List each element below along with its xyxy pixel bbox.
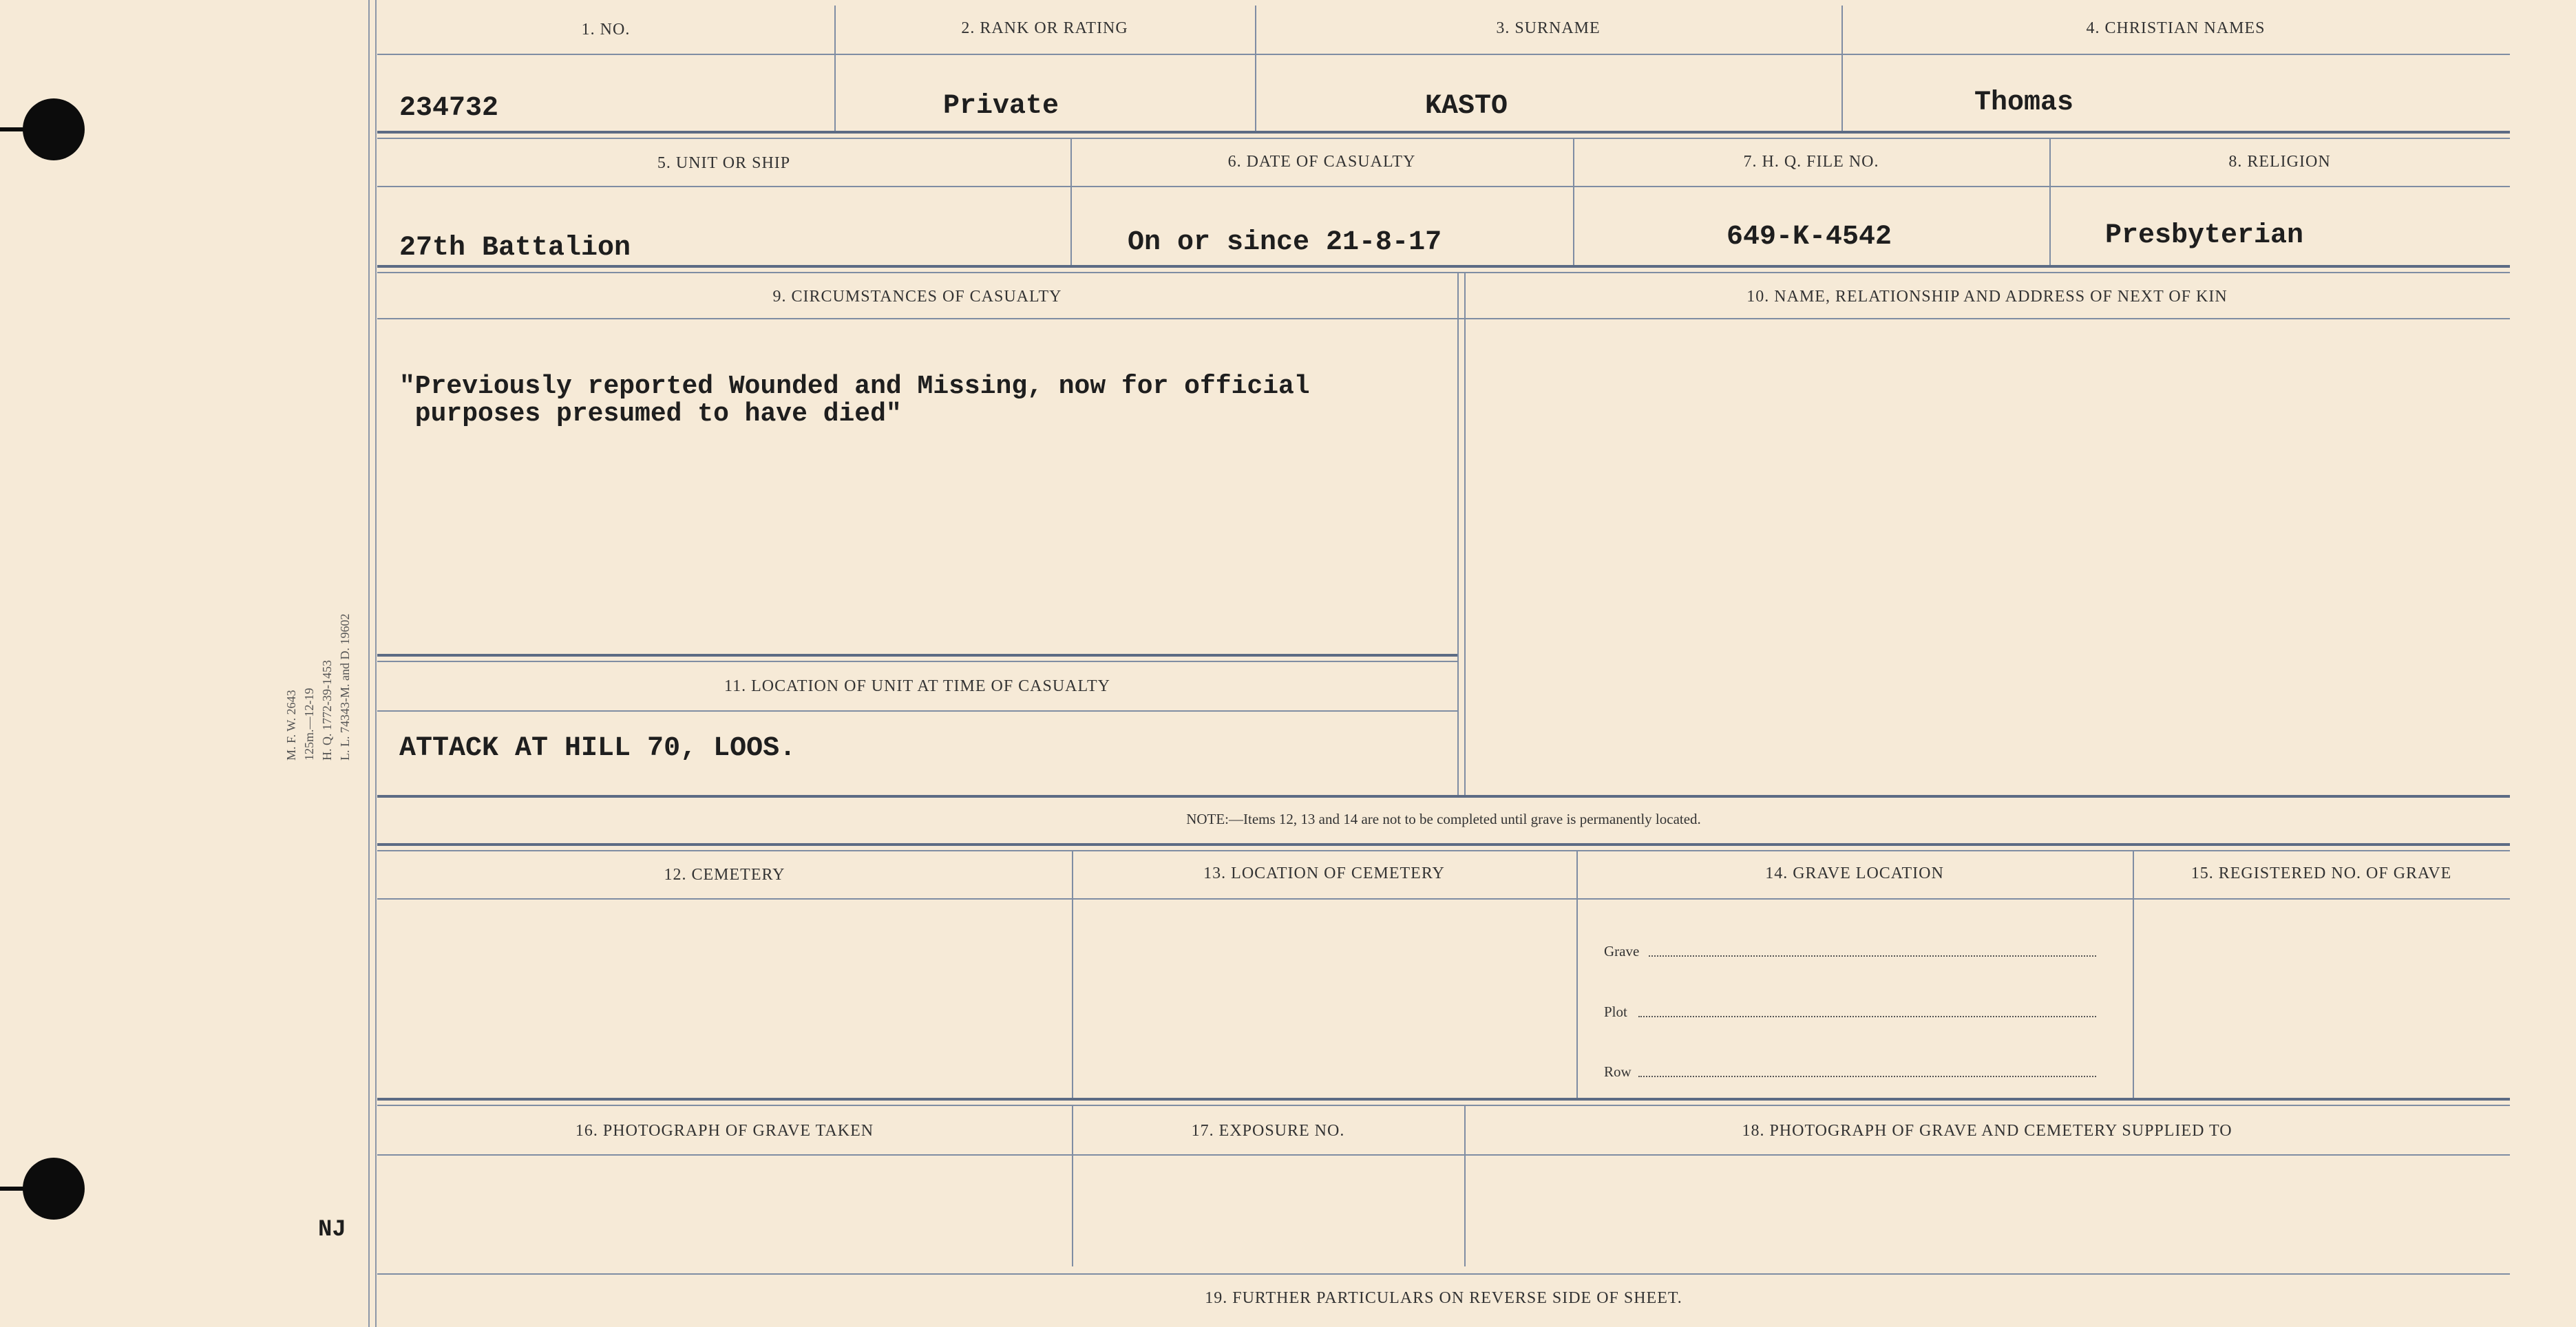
religion-value: Presbyterian: [2105, 220, 2304, 251]
header-cemetery: 12. CEMETERY: [664, 866, 785, 884]
unit-value: 27th Battalion: [399, 233, 631, 264]
margin-line: M. F. W. 2643: [284, 690, 298, 761]
location-of-unit-value: ATTACK AT HILL 70, LOOS.: [399, 733, 796, 764]
row5-header-rule: [377, 1154, 2510, 1156]
christian-names-value: Thomas: [1974, 87, 2074, 118]
margin-line: H. Q. 1772-39-1453: [320, 660, 334, 761]
row3-header-rule: [377, 318, 2510, 319]
hq-file-no-value: 649-K-4542: [1727, 222, 1892, 253]
surname-value: KASTO: [1425, 91, 1508, 122]
header-photograph-taken: 16. PHOTOGRAPH OF GRAVE TAKEN: [575, 1122, 874, 1140]
row1-header-rule: [377, 54, 2510, 55]
header-grave-location: 14. GRAVE LOCATION: [1765, 864, 1944, 882]
row2-bottom-rule-b: [377, 272, 2510, 273]
left-margin-rule: [368, 0, 370, 1327]
header-location-of-cemetery: 13. LOCATION OF CEMETERY: [1203, 864, 1445, 882]
note-bottom-rule-b: [377, 850, 2510, 851]
header-date-of-casualty: 6. DATE OF CASUALTY: [1227, 153, 1416, 171]
row5-top-rule: [377, 1098, 2510, 1101]
header-religion: 8. RELIGION: [2228, 153, 2331, 171]
header-hq-file-no: 7. H. Q. FILE NO.: [1743, 153, 1879, 171]
header-rank: 2. RANK OR RATING: [961, 19, 1128, 37]
row4-divider: [1072, 850, 1073, 1098]
header-surname: 3. SURNAME: [1496, 19, 1601, 37]
row1-bottom-rule-b: [377, 138, 2510, 139]
row5-top-rule-b: [377, 1105, 2510, 1106]
row4-divider: [1576, 850, 1578, 1098]
header-number: 1. NO.: [581, 21, 631, 39]
rank-value: Private: [943, 91, 1059, 122]
location-top-rule: [377, 654, 1457, 657]
header-next-of-kin: 10. NAME, RELATIONSHIP AND ADDRESS OF NEXT OF KIN: [1746, 288, 2228, 306]
row2-bottom-rule: [377, 265, 2510, 268]
row4-divider: [2133, 850, 2134, 1098]
row5-bottom-rule: [377, 1273, 2510, 1275]
grave-field: [1649, 955, 2096, 957]
header-photograph-supplied-to: 18. PHOTOGRAPH OF GRAVE AND CEMETERY SUPPLIED TO: [1742, 1122, 2232, 1140]
service-number: 234732: [399, 93, 499, 124]
row-label: Row: [1604, 1063, 1632, 1080]
row3-divider-b: [1464, 272, 1466, 795]
row3-divider: [1457, 272, 1459, 795]
margin-line: 125m.—12-19: [302, 688, 316, 761]
location-header-rule: [377, 710, 1457, 712]
row-field: [1638, 1076, 2096, 1077]
grave-label: Grave: [1604, 943, 1640, 959]
location-top-rule-b: [377, 661, 1457, 662]
header-circumstances: 9. CIRCUMSTANCES OF CASUALTY: [772, 288, 1062, 306]
note-bottom-rule: [377, 843, 2510, 846]
margin-print-code: [282, 614, 354, 761]
header-registered-no: 15. REGISTERED NO. OF GRAVE: [2190, 864, 2452, 882]
header-location-of-unit: 11. LOCATION OF UNIT AT TIME OF CASUALTY: [724, 677, 1110, 695]
binder-hole-top-tick: [0, 127, 34, 131]
row1-bottom-rule: [377, 131, 2510, 134]
note-top-rule: [377, 795, 2510, 798]
footer-further-particulars: 19. FURTHER PARTICULARS ON REVERSE SIDE OF SHEET.: [1205, 1289, 1682, 1307]
note-text: NOTE:—Items 12, 13 and 14 are not to be completed until grave is permanently located.: [1186, 811, 1701, 827]
header-christian-names: 4. CHRISTIAN NAMES: [2086, 19, 2266, 37]
clerk-initials: NJ: [318, 1217, 346, 1243]
header-exposure-no: 17. EXPOSURE NO.: [1191, 1122, 1345, 1140]
binder-hole-bottom-tick: [0, 1187, 34, 1191]
left-margin-rule-inner: [375, 0, 377, 1327]
row2-header-rule: [377, 186, 2510, 187]
row4-header-rule: [377, 898, 2510, 900]
margin-line: L. L. 74343-M. and D. 19602: [338, 613, 352, 761]
plot-label: Plot: [1604, 1004, 1627, 1020]
date-of-casualty-value: On or since 21-8-17: [1128, 227, 1442, 258]
header-unit: 5. UNIT OR SHIP: [657, 154, 791, 172]
plot-field: [1638, 1016, 2096, 1017]
circumstances-value: "Previously reported Wounded and Missing, now for official purposes presumed to have died": [399, 372, 1310, 429]
